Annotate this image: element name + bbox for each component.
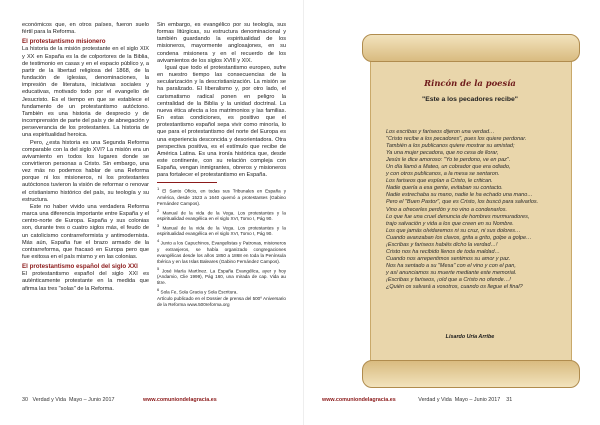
- footnotes: [157, 186, 286, 308]
- poem-title: "Este a los pecadores recibe": [422, 96, 518, 103]
- footnote-number: 3: [157, 223, 160, 229]
- poem-line: y así anunciamos su muerte mediante este memorial.: [386, 269, 517, 276]
- footnote-text: Sola Fe, Sola Gracia y Sola Escritura.: [160, 289, 238, 295]
- paragraph: Igual que todo el protestantismo europeo, sufre en nuestro tiempo las consecuencias de la secularización y la descristianización. La misión se ha paralizado. El liberalismo y, por otro lado, el carismatismo radical ponen en peligro la centralidad de la Biblia y la unidad doctrinal. La nueva ética afecta a los matrimonios y las familias. En estas condiciones, es positivo que el protestantismo español sepa vivir como minoría, lo que para el protestantismo del norte del Europa es una experiencia desconcida y desorientadora. Otra perspectiva positiva, es el estímulo que recibe de América Latina. Es una ironía histórica que, desde este continente, con su relación compleja con España, vengan inmigrantes, obreros y misioneros para fortalecer el protestantismo en España.: [157, 64, 286, 179]
- paragraph: Sin embargo, es evangélico por su teología, sus formas litúrgicas, su estructura denominacional y también guardando la espiritualidad de los misioneros, mayormente anglosajones, en su condena misionera y en el recuerdo de los avivamientos de los siglos XVIII y XIX.: [157, 22, 286, 64]
- poem-line: Lo que fue una cruel denuncia de hombres murmuradores,: [386, 213, 530, 220]
- poem-line: Nos ha sentado a su "Mesa" con el vino y con el pan,: [386, 262, 516, 269]
- paragraph: Este no haber vivido una verdadera Reforma marca una diferencia importante entre España y el centro-norte de Europa. España y sus colonias son, durante tres o cuatro siglos más, el feudo de un catolicismo contrarreformista y antimodernista. Más aún, España fue el brazo armado de la contrarreforma, que fracasó en Europa pero que fue exitosa en el país mismo y en las colonias.: [22, 203, 149, 260]
- footnote-text: Manual de la vida de la Vega. Los protestantes y la espiritualidad evangélica en el siglo XVI, Tomo I, Pág 90.: [157, 225, 286, 237]
- footnote-divider: [157, 182, 217, 183]
- left-column-1: [22, 22, 149, 293]
- poem-line: También a los publicanos quiere mostrar su amistad;: [386, 143, 515, 150]
- magazine-name: Verdad y Vida: [418, 397, 452, 403]
- poem-line: Cuando avanzaban los clavos, grita a grito, golpe a golpe…: [386, 234, 532, 241]
- scroll-roll-top: [362, 34, 580, 62]
- article-credit: Artículo publicado en el Dossier de prensa del 500º Aniversario de la Reforma www.500reforma.org: [157, 296, 286, 308]
- footnote-number: 4: [157, 238, 160, 244]
- poem-line: y con otros publicanos, a la mesa se sentaron.: [386, 171, 500, 178]
- footnote: [157, 208, 286, 222]
- poem-line: Jesús le dice amoroso: "Yo te perdono, ve en paz".: [386, 157, 511, 164]
- issue-date: Mayo – Junio 2017: [68, 397, 115, 403]
- poem-line: Ya una mujer pecadora, que no cesa de llorar,: [386, 150, 499, 157]
- page-number: 31: [506, 397, 513, 403]
- footnote: [157, 186, 286, 206]
- poem-line: Nadie quería a esa gente, evitaban su contacto.: [386, 185, 503, 192]
- footnote-number: 5: [157, 265, 160, 271]
- poem-line: Los que jamás olvidaremos ni su cruz, ni sus dolores…: [386, 227, 521, 234]
- poem-line: Los fariseos que espían a Cristo, le critican.: [386, 178, 493, 185]
- poetry-scroll: [362, 34, 578, 386]
- paragraph: El protestantismo español del siglo XXI es auténticamente protestante en la medida que afirma las tres "solas" de la Reforma.: [22, 271, 149, 292]
- poem-body: [386, 129, 562, 291]
- poem-line: trajo salvación y vida a los que creen en su Nombre.: [386, 220, 514, 227]
- left-column-2: [157, 22, 286, 309]
- footnote-text: Junto a los Capuchinos, Evangelistas y Patronas, misioneros y extranjeros, se había organizado congregaciones evangélicas desde los años 1850 a 1868 en toda la Península Ibérica y en las Islas Baleares (Gabino Fernández Campos).: [157, 240, 286, 264]
- footnote-text: El Santo Oficio, en todas sus Tribunales en España y América, desde 1523 a 1640 quemó a protestantes (Gabino Fernández Campos).: [157, 188, 286, 206]
- poem-line: Los escribas y fariseos dijeron una verdad…: [386, 129, 495, 135]
- page-gutter: [303, 0, 304, 425]
- paragraph: La historia de la misión protestante en el siglo XIX y XX en España es la de colportores de la Biblia, de testimonio en casas y en el espacio público y, a partir de la libertad religiosa del 1868, de la fundación de iglesias, denominaciones, la impresión de literatura, iniciativas sociales y educativas, motivado todo por el evangelio de Jesucristo. Es el tiempo en que se establece el fundamento de un protestantismo autóctono. También es una historia de desprecio y de incomprensión de parte del país y de abnegación y perseverancia de los protestantes. La historia de una espiritualidad heroica.: [22, 46, 149, 139]
- poem-line: ¡Escribas y fariseos, ¡oíd que a Cristo no ofende…!: [386, 276, 511, 283]
- poetry-section-title: Rincón de la poesía: [424, 78, 516, 88]
- footnote-number: 1: [157, 186, 160, 192]
- section-heading-missionary: El protestantismo misionero: [22, 38, 106, 46]
- footnote-text: José María Martínez. La España Evangélica, ayer y hoy (Andamio, Clie 1999), Pág 160, una mirada de cap. Vida au titre.: [157, 268, 286, 285]
- scroll-roll-bottom: [362, 360, 580, 388]
- page-number: 30: [22, 397, 28, 403]
- issue-date: Mayo – Junio 2017: [454, 397, 501, 403]
- poem-line: Un día llamó a Mateo, un cobrador que era odiado,: [386, 164, 511, 171]
- intro-paragraph: económicos que, en otros países, fueron suelo fértil para la Reforma.: [22, 22, 149, 36]
- poem-line: Vino a ofrecerles perdón y no vino a condenarlos.: [386, 206, 507, 213]
- poem-line: ¿Quién os salvará a vosotros, cuando os llegue el final?: [386, 284, 523, 291]
- footnote: [157, 266, 286, 286]
- website-link[interactable]: www.comuniondelagracia.es: [322, 397, 396, 403]
- footnote: [157, 287, 286, 295]
- poem-line: Pero el "Buen Pastor", que es Cristo, los buscó para salvarlos.: [386, 199, 539, 206]
- footnote-number: 2: [157, 207, 160, 213]
- poem-line: "Cristo recibe a los pecadores", pues los quiere perdonar.: [386, 136, 527, 143]
- poem-line: Nadie estrechaba su mano, nadie le ha echado una mano…: [386, 192, 533, 199]
- right-footer: [322, 397, 512, 403]
- footnote-text: Manual de la vida de la Vega. Los protestantes y la espiritualidad evangélica en el siglo XVI, Tomo I, Pág 90.: [157, 210, 286, 222]
- paragraph: Pero, ¿esta historia es una Segunda Reforma comparable con la del siglo XVI? La misión era un avivamiento en todos los lugares donde se convirtieron personas a Cristo. Sin embargo, una vez más no podemos hablar de una Reforma porque ni los misioneros, ni los protestantes autóctonos tuvieron la visión de reformar o renovar el cristianismo histórico del país, su teología y su estructura.: [22, 139, 149, 203]
- footnote: [157, 238, 286, 264]
- poem-author: Lisardo Uría Arribe: [445, 334, 495, 340]
- magazine-name: Verdad y Vida: [32, 397, 66, 403]
- footnote: [157, 223, 286, 237]
- section-heading-xxi: El protestantismo español del siglo XXI: [22, 263, 138, 271]
- footnote-number: 6: [157, 286, 160, 292]
- website-link[interactable]: www.comuniondelagracia.es: [143, 397, 217, 403]
- poem-line: Cuando nos arrepentimos sentimos su amor y paz.: [386, 255, 511, 262]
- left-footer: [22, 397, 217, 403]
- poem-line: Cristo nos ha recibido llenos de toda maldad…: [386, 248, 501, 255]
- poem-line: ¡Escribas y fariseos habéis dicho la verdad…!: [386, 241, 498, 248]
